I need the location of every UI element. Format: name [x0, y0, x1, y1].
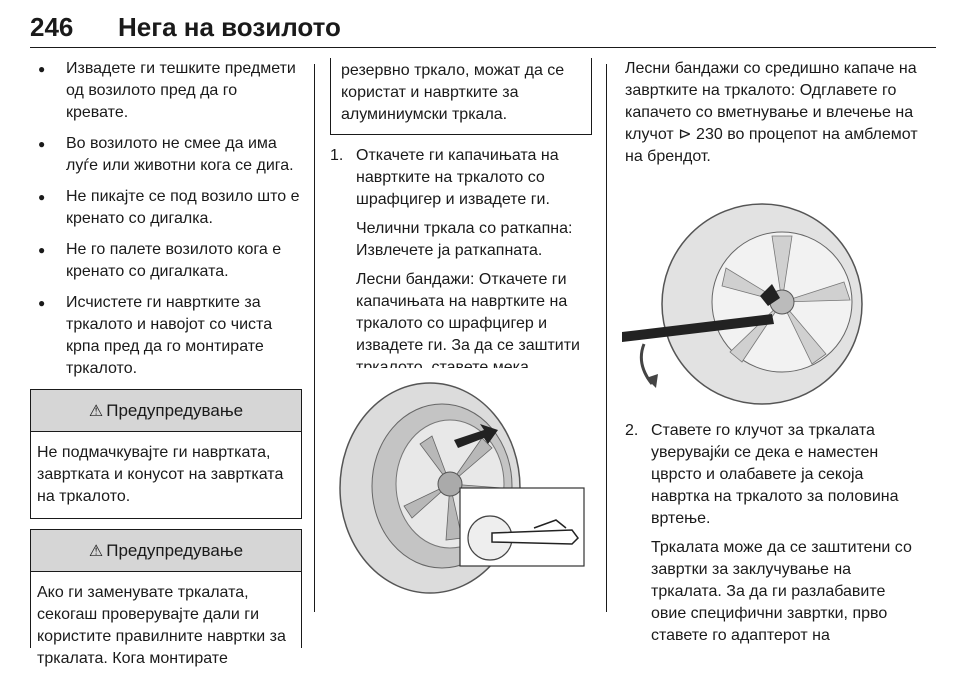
step-number: 2. — [625, 422, 639, 439]
wheel-screwdriver-image — [342, 368, 594, 568]
column-divider-1 — [314, 64, 315, 612]
list-item: ● Во возилото не смее да има луѓе или животни кога се дига. — [30, 133, 302, 177]
list-item: ● Исчистете ги навртките за тркалото и навојот со чиста крпа пред да го монтирате тркалото. — [30, 292, 302, 380]
warning-title: Предупредување — [106, 541, 244, 560]
warning-title: Предупредување — [106, 401, 244, 420]
precaution-list — [30, 58, 302, 380]
warning-triangle-icon: ⚠ — [88, 403, 104, 420]
step-text: Откачете ги капачињата на навртките на тркалото со шрафцигер и извадете ги. — [356, 147, 559, 208]
alloy-intro-text: Лесни бандажи со средишно капаче на завртките на тркалото: Одглавете го капачето со вметнување и влечење на клучот ⊳ 230 во процепот на амблемот на брендот. — [625, 60, 918, 165]
column-1 — [30, 58, 302, 667]
hubcap-removal-illustration — [342, 368, 594, 568]
wheel-wrench-image — [622, 194, 886, 404]
warning-header — [31, 390, 301, 432]
warning-header — [31, 530, 301, 572]
step-text: Ставете го клучот за тркалата уверувајќи се дека е наместен цврсто и олабавете ја секоја навртка на тркалото за половина вртење. — [651, 422, 899, 527]
warning-triangle-icon: ⚠ — [88, 543, 104, 560]
list-item: ● Не пикајте се под возило што е кренато со дигалка. — [30, 186, 302, 230]
column-divider-2 — [606, 64, 607, 612]
page-number: 246 — [30, 12, 74, 42]
step-number: 1. — [330, 147, 344, 164]
page-title: Нега на возилото — [118, 12, 341, 42]
warning-box-2 — [30, 529, 302, 667]
warning-box-1 — [30, 389, 302, 519]
lug-wrench-illustration — [622, 194, 886, 404]
column-3-lower — [625, 420, 925, 654]
step-text: Лесни бандажи: Откачете ги капачињата на навртките на тркалото со шрафцигер и извадете ги. За да се заштити — [356, 271, 580, 354]
step-text: Тркалата може да се заштитени со завртки за заклучување на тркалата. За да ги разлабавите овие специфични завртки, прво ставете го адаптерот на — [651, 539, 912, 644]
warning-continuation-box: резервно тркало, можат да се користат и навртките за алуминиумски тркала. — [330, 58, 592, 135]
page-reference-icon: ⊳ — [678, 126, 692, 143]
warning-body: Не подмачкувајте ги навртката, завртката и конусот на завртката на тркалото. — [37, 444, 284, 505]
page-reference: 230 — [696, 126, 723, 143]
list-item: ● Не го палете возилото кога е кренато со дигалката. — [30, 239, 302, 283]
warning-body: Ако ги заменувате тркалата, секогаш проверувајте дали ги користите правилните навртки за тркалата. Кога монтирате — [37, 584, 286, 667]
step-2 — [625, 420, 925, 647]
list-item: ● Извадете ги тешките предмети од возилото пред да го кревате. — [30, 58, 302, 124]
page-header — [30, 8, 936, 48]
step-text: Челични тркала со раткапна: Извлечете ја раткапната. — [356, 220, 573, 259]
column-3 — [625, 58, 925, 168]
